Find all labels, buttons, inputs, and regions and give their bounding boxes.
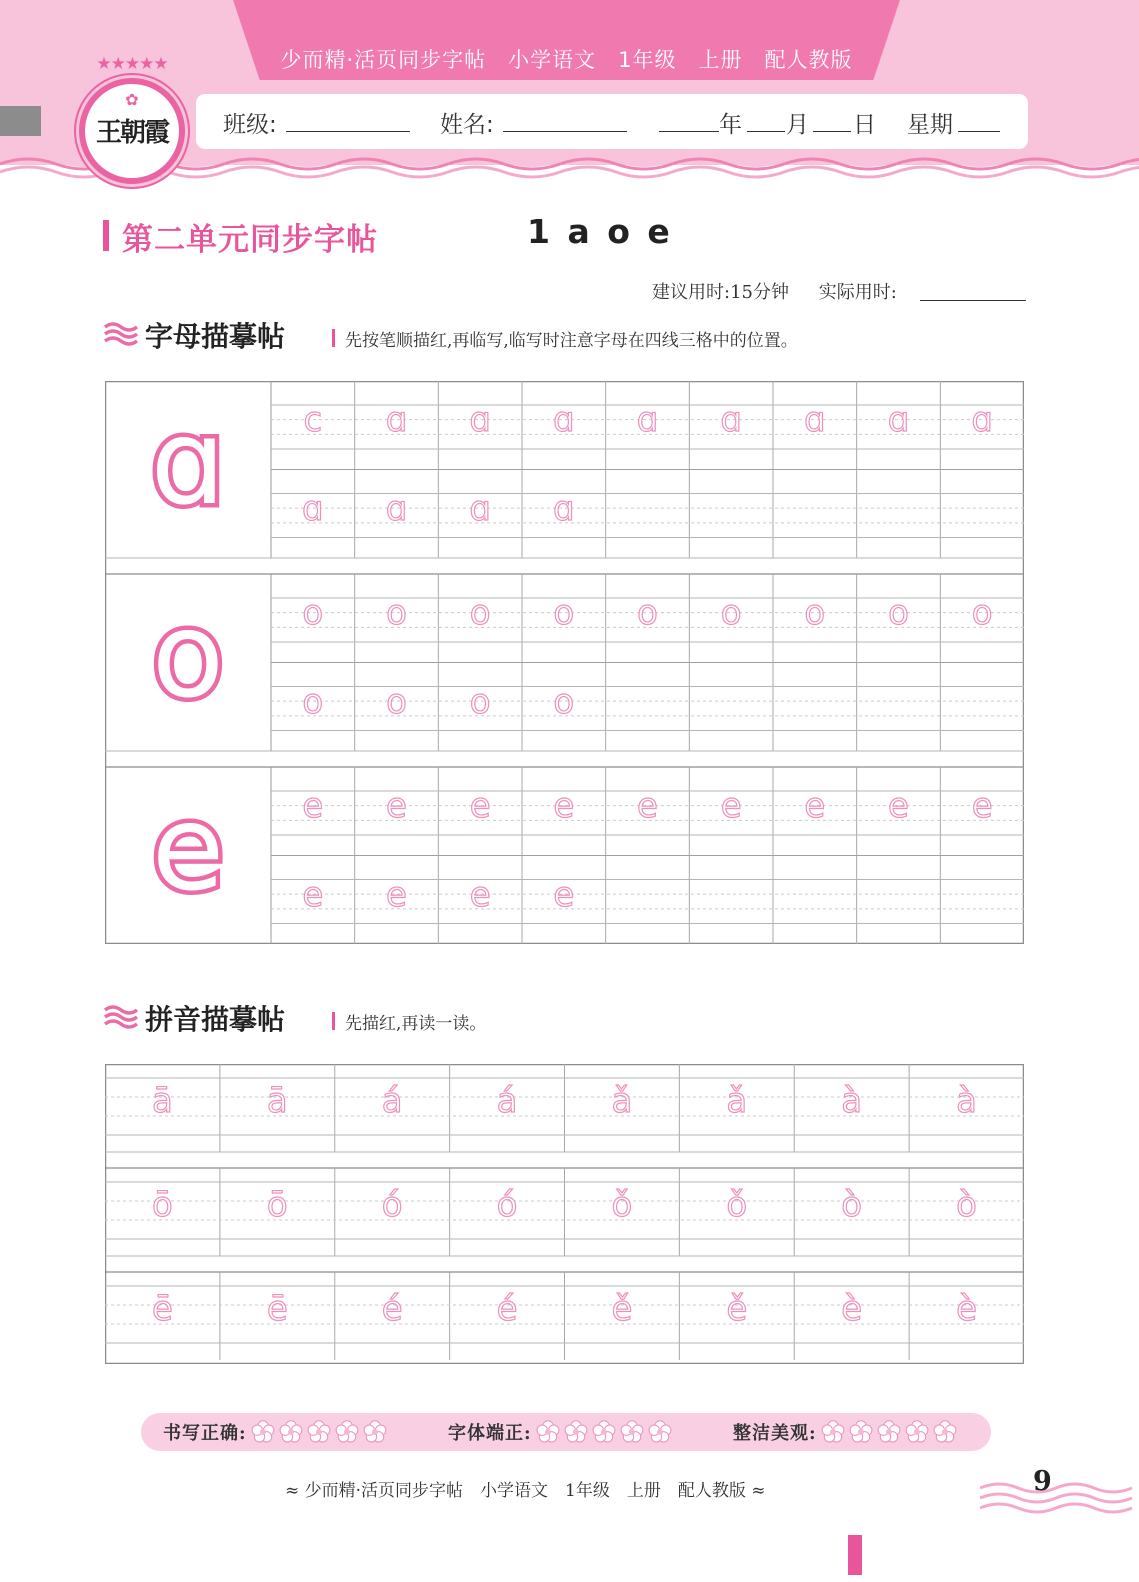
trace-letter[interactable]: ɑ <box>302 488 324 529</box>
trace-letter[interactable]: ɑ <box>553 488 575 529</box>
trace-letter[interactable]: ɑ <box>469 488 491 529</box>
trace-pinyin[interactable]: à <box>841 1081 863 1121</box>
flower-rating-icon[interactable] <box>821 1420 845 1444</box>
trace-letter[interactable]: o <box>720 593 742 633</box>
flower-rating-icon[interactable] <box>564 1420 588 1444</box>
trace-pinyin[interactable]: ō <box>152 1185 173 1225</box>
name-label: 姓名: <box>440 112 494 138</box>
student-info-box <box>196 94 1028 149</box>
letter-section-note: 先按笔顺描红,再临写,临写时注意字母在四线三格中的位置。 <box>345 331 798 351</box>
trace-letter[interactable]: ɑ <box>385 400 408 440</box>
trace-letter[interactable]: o <box>386 681 407 722</box>
trace-letter[interactable]: e <box>302 786 324 826</box>
pinyin-practice-grid <box>105 1064 1024 1364</box>
year-input[interactable] <box>659 106 719 132</box>
day-label: 日 <box>853 112 876 138</box>
trace-letter[interactable]: e <box>553 786 575 826</box>
trace-letter[interactable]: o <box>469 681 491 722</box>
trace-letter[interactable]: o <box>804 593 826 633</box>
footer-series-title: ≈ 少而精·活页同步字帖 小学语文 1年级 上册 配人教版 ≈ <box>285 1481 766 1501</box>
trace-letter[interactable]: e <box>637 786 658 826</box>
trace-pinyin[interactable]: é <box>496 1289 518 1329</box>
page-header <box>0 0 1139 200</box>
side-marker <box>0 106 41 136</box>
trace-pinyin[interactable]: ǎ <box>611 1081 633 1121</box>
trace-letter[interactable]: o <box>302 681 324 722</box>
trace-pinyin[interactable]: ǒ <box>726 1185 748 1225</box>
trace-letter[interactable]: e <box>804 786 826 826</box>
trace-letter[interactable]: ɑ <box>971 400 993 440</box>
trace-letter[interactable]: e <box>469 874 491 915</box>
day-input[interactable] <box>813 106 851 132</box>
trace-letter[interactable]: ɑ <box>553 400 575 440</box>
rating-label: 书写正确: <box>163 1423 247 1444</box>
trace-letter[interactable]: o <box>971 593 993 633</box>
flower-rating-icon[interactable] <box>620 1420 644 1444</box>
trace-letter[interactable]: ɑ <box>720 400 742 440</box>
rating-correct <box>163 1419 387 1445</box>
unit-title: 第二单元同步字帖 <box>122 222 378 258</box>
month-label: 月 <box>786 112 809 138</box>
series-title: 少而精·活页同步字帖 小学语文 1年级 上册 配人教版 <box>280 48 853 72</box>
section-separator <box>332 1012 335 1030</box>
flower-rating-icon[interactable] <box>648 1420 672 1444</box>
trace-letter[interactable]: ɑ <box>887 400 910 440</box>
trace-letter[interactable]: o <box>302 593 324 633</box>
lesson-title: 1 a o e <box>527 212 673 251</box>
trace-letter[interactable]: o <box>637 593 658 633</box>
trace-letter[interactable]: e <box>302 874 324 915</box>
model-letter: o <box>151 586 225 724</box>
flower-rating-icon[interactable] <box>251 1420 275 1444</box>
year-label: 年 <box>719 112 742 138</box>
flower-rating-icon[interactable] <box>279 1420 303 1444</box>
model-letter: e <box>151 779 225 917</box>
trace-letter[interactable]: c <box>303 400 323 440</box>
trace-letter[interactable]: ɑ <box>385 488 408 529</box>
pinyin-section-note: 先描红,再读一读。 <box>345 1014 487 1034</box>
page-number: 9 <box>1033 1466 1052 1497</box>
weekday-label: 星期 <box>907 112 953 138</box>
flower-rating-icon[interactable] <box>307 1420 331 1444</box>
trace-letter[interactable]: e <box>720 786 742 826</box>
flower-rating-icon[interactable] <box>877 1420 901 1444</box>
flower-rating-icon[interactable] <box>933 1420 957 1444</box>
name-input[interactable] <box>503 106 627 132</box>
trace-letter[interactable]: e <box>469 786 491 826</box>
letter-section-title: 字母描摹帖 <box>145 320 286 353</box>
flower-rating-icon[interactable] <box>536 1420 560 1444</box>
trace-letter[interactable]: o <box>888 593 909 633</box>
unit-title-bar <box>103 220 109 251</box>
suggested-time-text: 建议用时:15分钟 <box>652 282 789 303</box>
trace-pinyin[interactable]: ē <box>151 1289 173 1329</box>
trace-pinyin[interactable]: ō <box>266 1185 288 1225</box>
trace-pinyin[interactable]: é <box>381 1289 403 1329</box>
star-icon: ★★★★★ <box>96 54 168 74</box>
trace-letter[interactable]: e <box>971 786 993 826</box>
class-label: 班级: <box>223 112 277 138</box>
section-separator <box>332 329 335 347</box>
rating-label: 整洁美观: <box>733 1423 817 1444</box>
trace-pinyin[interactable]: ó <box>496 1185 518 1225</box>
actual-time-input[interactable] <box>920 300 1026 301</box>
trace-letter[interactable]: e <box>386 786 407 826</box>
rating-bar <box>141 1413 991 1451</box>
wave-icon <box>103 321 139 347</box>
logo-text: 王朝霞 <box>95 118 168 148</box>
weekday-input[interactable] <box>958 106 1000 132</box>
trace-pinyin[interactable]: ò <box>841 1185 863 1225</box>
trace-pinyin[interactable]: ǎ <box>726 1081 748 1121</box>
suggested-time <box>652 278 897 304</box>
trace-pinyin[interactable]: ē <box>266 1289 288 1329</box>
trace-letter[interactable]: o <box>553 593 575 633</box>
trace-pinyin[interactable]: á <box>381 1081 403 1121</box>
page-edge-marker <box>848 1535 862 1575</box>
trace-pinyin[interactable]: ā <box>266 1081 288 1121</box>
wave-icon <box>103 1004 139 1030</box>
trace-letter[interactable]: o <box>386 593 407 633</box>
flower-rating-icon[interactable] <box>849 1420 873 1444</box>
pinyin-section-title: 拼音描摹帖 <box>145 1003 286 1036</box>
trace-letter[interactable]: ɑ <box>469 400 491 440</box>
trace-pinyin[interactable]: á <box>496 1081 518 1121</box>
class-input[interactable] <box>286 106 410 132</box>
trace-pinyin[interactable]: ě <box>726 1289 748 1329</box>
trace-pinyin[interactable]: à <box>956 1081 977 1121</box>
trace-letter[interactable]: ɑ <box>636 400 659 440</box>
flower-rating-icon[interactable] <box>905 1420 929 1444</box>
actual-time-label: 实际用时: <box>818 282 897 303</box>
rating-clean <box>733 1419 957 1445</box>
brand-logo <box>79 54 185 184</box>
trace-pinyin[interactable]: ó <box>381 1185 403 1225</box>
trace-pinyin[interactable]: è <box>956 1289 978 1329</box>
flower-icon: ✿ <box>125 90 139 109</box>
trace-letter[interactable]: e <box>888 786 909 826</box>
trace-letter[interactable]: e <box>386 874 407 915</box>
rating-label: 字体端正: <box>448 1423 532 1444</box>
month-input[interactable] <box>747 106 785 132</box>
trace-pinyin[interactable]: ò <box>956 1185 977 1225</box>
model-letter: ɑ <box>150 393 226 531</box>
footer-wave <box>980 1478 1135 1518</box>
flower-rating-icon[interactable] <box>335 1420 359 1444</box>
trace-letter[interactable]: e <box>553 874 575 915</box>
flower-rating-icon[interactable] <box>363 1420 387 1444</box>
trace-letter[interactable]: o <box>469 593 491 633</box>
trace-letter[interactable]: ɑ <box>804 400 826 440</box>
trace-pinyin[interactable]: ě <box>611 1289 633 1329</box>
rating-neat-font <box>448 1419 672 1445</box>
letter-practice-grid <box>105 381 1024 944</box>
trace-letter[interactable]: o <box>553 681 575 722</box>
flower-rating-icon[interactable] <box>592 1420 616 1444</box>
trace-pinyin[interactable]: ā <box>152 1081 173 1121</box>
trace-pinyin[interactable]: è <box>841 1289 863 1329</box>
trace-pinyin[interactable]: ǒ <box>611 1185 633 1225</box>
